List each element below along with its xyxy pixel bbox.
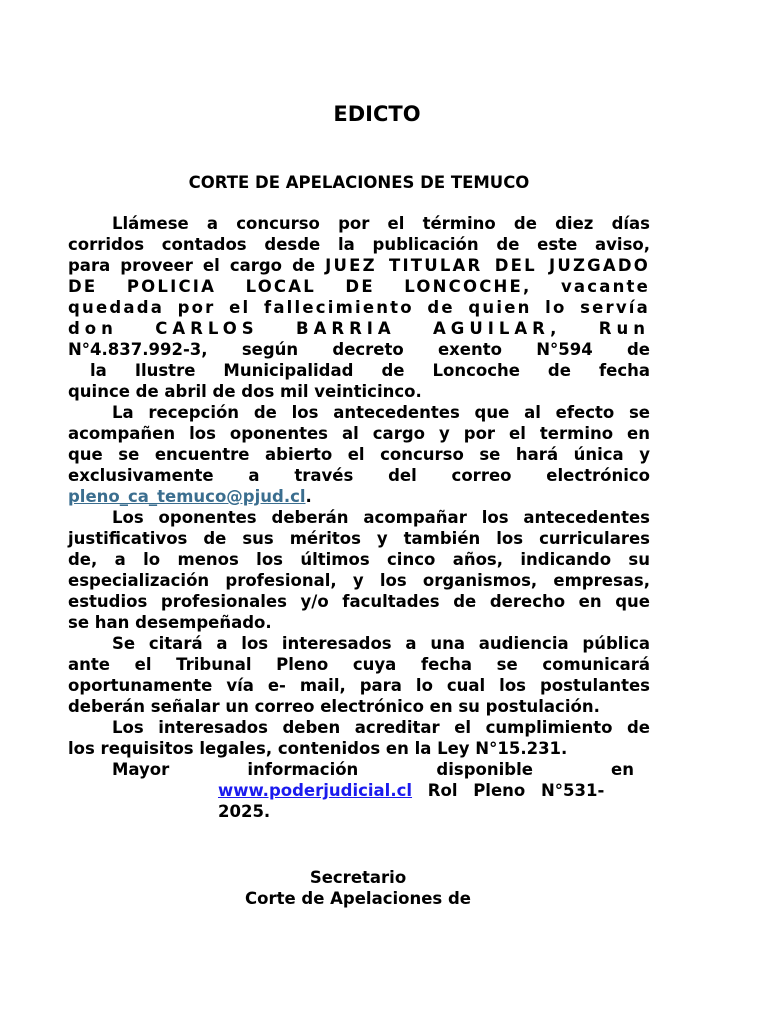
email-link[interactable]: pleno_ca_temuco@pjud.cl — [68, 487, 306, 506]
text-line: don CARLOS BARRIA AGUILAR, Run — [68, 319, 650, 338]
text-line: quince de abril de dos mil veinticinco. — [68, 382, 422, 401]
paragraph-informacion — [68, 759, 650, 822]
text-line: corridos contados desde la publicación de este aviso, — [68, 235, 650, 254]
text-line: la Ilustre Municipalidad de Loncoche de fecha — [90, 361, 650, 380]
text-line: oportunamente vía e- mail, para lo cual los postulantes — [68, 676, 650, 695]
text-line: que se encuentre abierto el concurso se hará única y — [68, 445, 650, 464]
text-line: Mayor información disponible en — [112, 760, 634, 779]
document-body — [68, 213, 650, 822]
text-line — [68, 780, 650, 801]
text-line: estudios profesionales y/o facultades de derecho en que — [68, 592, 650, 611]
paragraph-recepcion — [68, 402, 650, 507]
court-heading: CORTE DE APELACIONES DE TEMUCO — [188, 173, 530, 192]
text-segment: . — [305, 487, 312, 506]
paragraph-oponentes — [68, 507, 650, 633]
text-line: Los interesados deben acreditar el cumplimiento de — [112, 718, 650, 737]
text-line: se han desempeñado. — [68, 613, 272, 632]
text-line: ante el Tribunal Pleno cuya fecha se comunicará — [68, 655, 650, 674]
text-line: exclusivamente a través del correo electrónico — [68, 466, 650, 485]
text-line: especialización profesional, y los organismos, empresas, — [68, 571, 650, 590]
text-line: deberán señalar un correo electrónico en su postulación. — [68, 697, 600, 716]
signature-title: Secretario — [309, 868, 407, 887]
text-line: Los oponentes deberán acompañar los antecedentes — [112, 508, 650, 527]
signature-institution: Corte de Apelaciones de — [245, 889, 471, 908]
paragraph-concurso — [68, 213, 650, 402]
website-link[interactable]: www.poderjudicial.cl — [218, 781, 413, 800]
text-line — [68, 486, 650, 507]
text-line: los requisitos legales, contenidos en la Ley N°15.231. — [68, 739, 568, 758]
text-line: N°4.837.992-3, según decreto exento N°594 de — [68, 340, 650, 359]
text-line: justificativos de sus méritos y también los curriculares — [68, 529, 650, 548]
signature-block — [0, 867, 716, 909]
cargo-title: JUEZ TITULAR DEL JUZGADO — [325, 256, 650, 275]
text-line: quedada por el fallecimiento de quien lo servía — [68, 298, 650, 317]
text-line: Llámese a concurso por el término de diez días — [112, 214, 650, 233]
text-line: La recepción de los antecedentes que al efecto se — [112, 403, 650, 422]
text-segment: Rol Pleno N°531- — [412, 781, 605, 800]
text-line: 2025. — [218, 802, 271, 821]
text-line: acompañen los oponentes al cargo y por el termino en — [68, 424, 650, 443]
text-line — [68, 255, 650, 276]
document-title: EDICTO — [333, 102, 421, 126]
text-line: Se citará a los interesados a una audiencia pública — [112, 634, 650, 653]
paragraph-requisitos — [68, 717, 650, 759]
text-segment: para proveer el cargo de — [68, 256, 326, 275]
text-line: DE POLICIA LOCAL DE LONCOCHE, vacante — [68, 277, 650, 296]
paragraph-audiencia — [68, 633, 650, 717]
text-line: de, a lo menos los últimos cinco años, indicando su — [68, 550, 650, 569]
